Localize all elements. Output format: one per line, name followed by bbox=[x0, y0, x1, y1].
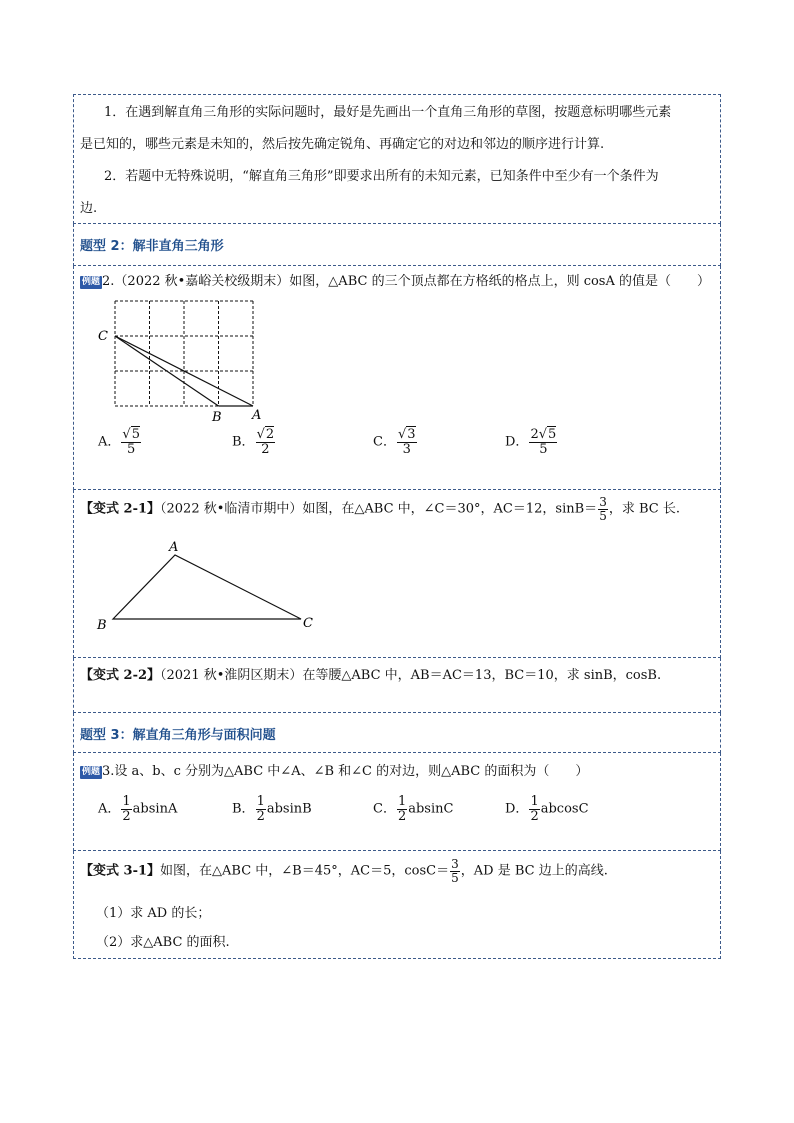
example2-option-d[interactable]: D． $\frac{2√5}{5}$ bbox=[505, 427, 557, 457]
vertex-c-label: C bbox=[98, 329, 108, 344]
example3-option-b[interactable]: B． $\frac{1}{2}$ absinB bbox=[232, 794, 312, 824]
tri1-a-label: A bbox=[169, 540, 179, 555]
example3-question: 3.设 a、b、c 分别为△ABC 中∠A、∠B 和∠C 的对边，则△ABC 的面积为（ ） bbox=[102, 764, 589, 779]
example-badge: 例题 bbox=[82, 767, 101, 777]
example-badge: 例题 bbox=[82, 277, 101, 287]
variant21-tag: 【变式 2-1】 bbox=[80, 501, 161, 517]
variant21-question: 【变式 2-1】（2022 秋•临清市期中）如图，在△ABC 中，∠C＝30°，AC＝12，sinB＝ $\frac{3}{5}$ ，求 BC 长. bbox=[80, 495, 680, 523]
note-1-line-1: 1．在遇到解直角三角形的实际问题时，最好是先画出一个直角三角形的草图，按题意标明哪些元素 bbox=[104, 105, 672, 120]
triangle-figure-1 bbox=[95, 535, 325, 635]
example2-question: 2.（2022 秋•嘉峪关校级期末）如图，△ABC 的三个顶点都在方格纸的格点上，则 cosA 的值是（ ） bbox=[102, 274, 710, 289]
tri1-c-label: C bbox=[303, 616, 313, 631]
variant31-sub-1: （1）求 AD 的长； bbox=[96, 906, 211, 921]
type3-heading: 题型 3：解直角三角形与面积问题 bbox=[80, 728, 276, 743]
example3-option-c[interactable]: C． $\frac{1}{2}$ absinC bbox=[373, 794, 454, 824]
note-1-line-2: 是已知的，哪些元素是未知的，然后按先确定锐角、再确定它的对边和邻边的顺序进行计算. bbox=[80, 137, 605, 152]
variant22-tag: 【变式 2-2】 bbox=[80, 668, 161, 683]
vertex-b-label: B bbox=[212, 410, 222, 425]
note-2-line-1: 2．若题中无特殊说明，“解直角三角形”即要求出所有的未知元素，已知条件中至少有一个条件为 bbox=[104, 169, 659, 184]
example3-option-a[interactable]: A． $\frac{1}{2}$ absinA bbox=[98, 794, 178, 824]
variant22-question: 【变式 2-2】（2021 秋•淮阴区期末）在等腰△ABC 中，AB＝AC＝13，BC＝10，求 sinB，cosB. bbox=[80, 668, 662, 683]
tri1-b-label: B bbox=[97, 618, 107, 633]
vertex-a-label: A bbox=[252, 408, 262, 423]
example2-question-line bbox=[80, 275, 710, 289]
variant31-question: 【变式 3-1】如图，在△ABC 中，∠B＝45°，AC＝5，cosC＝ $\frac{3}{5}$ ，AD 是 BC 边上的高线. bbox=[80, 857, 608, 885]
variant22-box bbox=[73, 658, 721, 713]
type2-heading: 题型 2：解非直角三角形 bbox=[80, 239, 224, 254]
example3-question-line bbox=[80, 765, 588, 779]
example3-option-d[interactable]: D． $\frac{1}{2}$ abcosC bbox=[505, 794, 589, 824]
example2-option-a[interactable]: A． $\frac{√5}{5}$ bbox=[98, 427, 140, 457]
example2-option-b[interactable]: B． $\frac{√2}{2}$ bbox=[232, 427, 275, 457]
variant31-tag: 【变式 3-1】 bbox=[80, 863, 161, 879]
variant31-sub-2: （2）求△ABC 的面积. bbox=[96, 935, 230, 950]
note-2-line-2: 边. bbox=[80, 201, 98, 216]
example2-option-c[interactable]: C． $\frac{√3}{3}$ bbox=[373, 427, 416, 457]
grid-figure bbox=[95, 295, 275, 425]
